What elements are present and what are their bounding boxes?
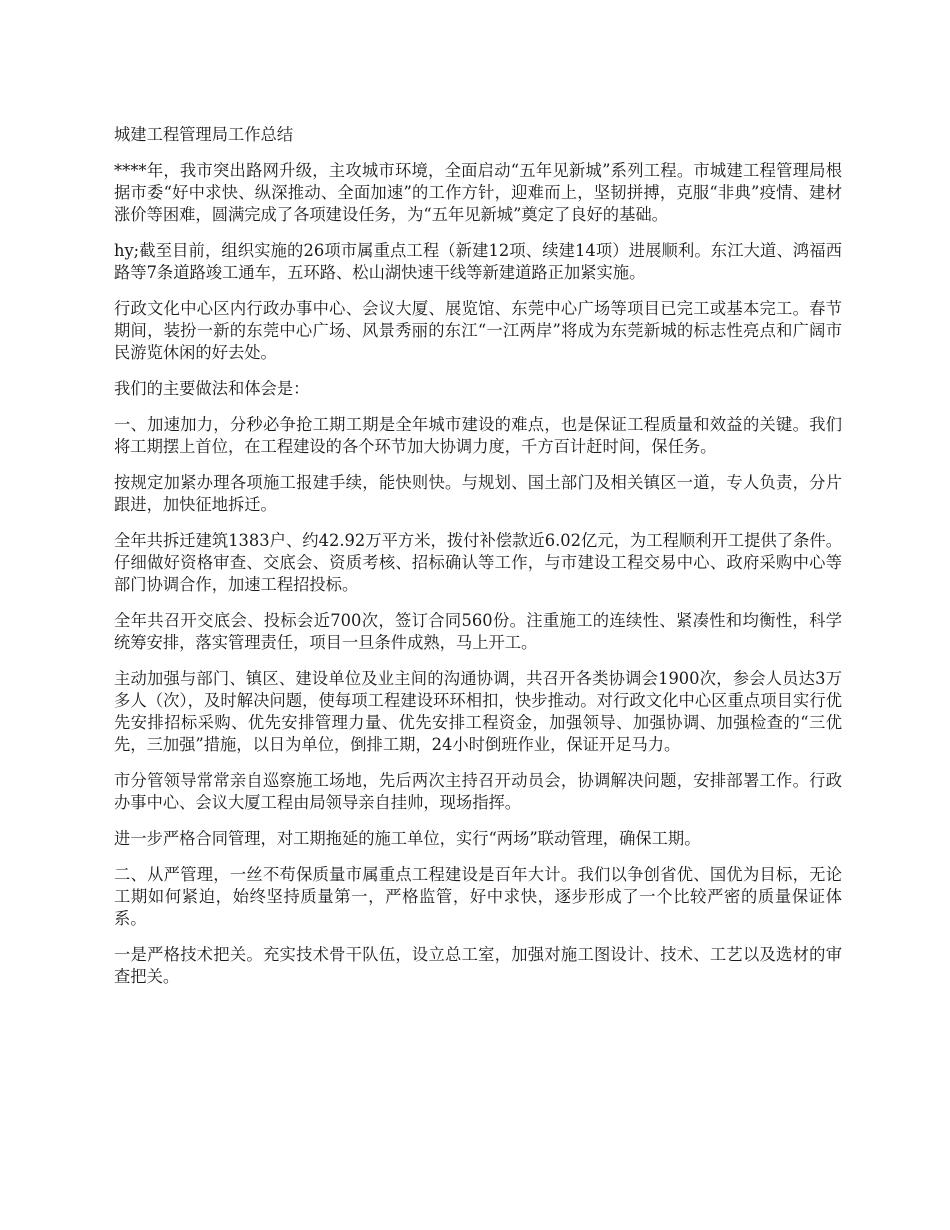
paragraph-6: 按规定加紧办理各项施工报建手续，能快则快。与规划、国土部门及相关镇区一道，专人负责，分片跟进，加快征地拆迁。 <box>114 473 842 514</box>
paragraph-9: 主动加强与部门、镇区、建设单位及业主间的沟通协调，共召开各类协调会1900次，参会人员达3万多人（次），及时解决问题，使每项工程建设环环相扣，快步推动。对行政文化中心区重点项目实行优先安排招标采购、优先安排管理力量、优先安排工程资金，加强领导、加强协调、加强检查的“三优先，三加强”措施，以日为单位，倒排工期，24小时倒班作业，保证开足马力。 <box>114 669 842 754</box>
paragraph-3: 行政文化中心区内行政办事中心、会议大厦、展览馆、东莞中心广场等项目已完工或基本完工。春节期间，装扮一新的东莞中心广场、风景秀丽的东江“一江两岸”将成为东莞新城的标志性亮点和广阔市民游览休闲的好去处。 <box>114 299 842 362</box>
paragraph-13: 一是严格技术把关。充实技术骨干队伍，设立总工室，加强对施工图设计、技术、工艺以及选材的审查把关。 <box>114 945 842 986</box>
paragraph-1: ****年，我市突出路网升级，主攻城市环境，全面启动“五年见新城”系列工程。市城建工程管理局根据市委“好中求快、纵深推动、全面加速”的工作方针，迎难而上，坚韧拼搏，克服“非典”疫情、建材涨价等困难，圆满完成了各项建设任务，为“五年见新城”奠定了良好的基础。 <box>114 161 842 224</box>
paragraph-10: 市分管领导常常亲自巡察施工场地，先后两次主持召开动员会，协调解决问题，安排部署工作。行政办事中心、会议大厦工程由局领导亲自挂帅，现场指挥。 <box>114 771 842 812</box>
paragraph-7: 全年共拆迁建筑1383户、约42.92万平方米，拨付补偿款近6.02亿元，为工程顺利开工提供了条件。仔细做好资格审查、交底会、资质考核、招标确认等工作，与市建设工程交易中心、政府采购中心等部门协调合作，加速工程招投标。 <box>114 531 842 594</box>
paragraph-2: hy;截至目前，组织实施的26项市属重点工程（新建12项、续建14项）进展顺利。东江大道、鸿福西路等7条道路竣工通车，五环路、松山湖快速干线等新建道路正加紧实施。 <box>114 241 842 282</box>
paragraph-11: 进一步严格合同管理，对工期拖延的施工单位，实行“两场”联动管理，确保工期。 <box>114 829 701 848</box>
document-title: 城建工程管理局工作总结 <box>114 125 294 144</box>
paragraph-5: 一、加速加力，分秒必争抢工期工期是全年城市建设的难点，也是保证工程质量和效益的关键。我们将工期摆上首位，在工程建设的各个环节加大协调力度，千方百计赶时间，保任务。 <box>114 415 842 456</box>
paragraph-4: 我们的主要做法和体会是： <box>114 379 310 398</box>
document-page <box>114 124 842 1002</box>
paragraph-8: 全年共召开交底会、投标会近700次，签订合同560份。注重施工的连续性、紧凑性和均衡性，科学统筹安排，落实管理责任，项目一旦条件成熟，马上开工。 <box>114 611 842 652</box>
paragraph-12: 二、从严管理，一丝不苟保质量市属重点工程建设是百年大计。我们以争创省优、国优为目标，无论工期如何紧迫，始终坚持质量第一，严格监管，好中求快，逐步形成了一个比较严密的质量保证体系。 <box>114 865 842 928</box>
